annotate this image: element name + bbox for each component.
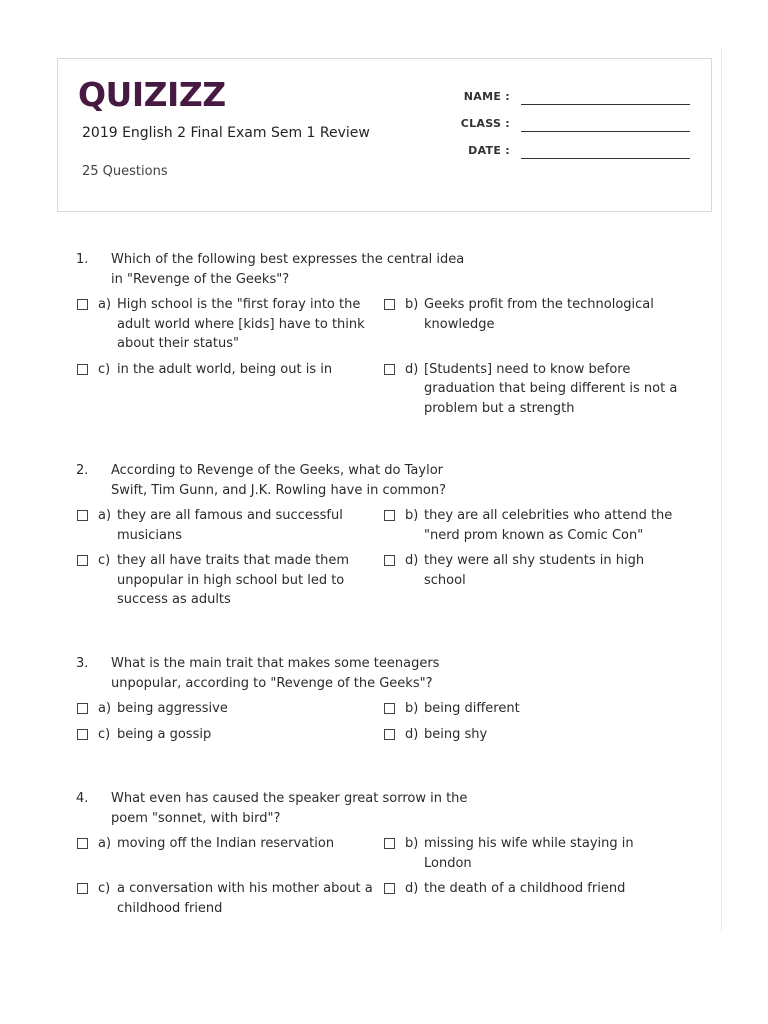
checkbox-icon[interactable]: [384, 510, 395, 521]
option-b[interactable]: [383, 295, 683, 354]
option-a[interactable]: [76, 295, 383, 354]
option-text: moving off the Indian reservation: [117, 836, 335, 851]
checkbox-icon[interactable]: [77, 703, 88, 714]
option-letter: d): [405, 881, 419, 896]
option-letter: c): [98, 553, 111, 568]
option-text: being a gossip: [117, 726, 212, 742]
date-line[interactable]: [521, 158, 690, 159]
option-text: being different: [424, 701, 520, 716]
option-text: Geeks profit from the technological knowledge: [424, 297, 654, 332]
option-letter: c): [98, 881, 111, 896]
name-line[interactable]: [521, 104, 690, 105]
option-text: [Students] need to know before graduation that being different is not a problem but a strength: [424, 361, 678, 416]
name-field[interactable]: [448, 88, 690, 108]
option-letter: a): [98, 836, 112, 851]
option-b[interactable]: [383, 506, 683, 545]
option-text: being shy: [424, 726, 488, 742]
option-text: they were all shy students in high school: [424, 553, 645, 588]
option-d[interactable]: [383, 879, 683, 918]
checkbox-icon[interactable]: [77, 299, 88, 310]
question-3: [76, 654, 696, 744]
class-field[interactable]: [448, 115, 690, 135]
name-label: NAME :: [463, 90, 510, 103]
checkbox-icon[interactable]: [77, 729, 88, 740]
option-text: missing his wife while staying in London: [424, 836, 634, 871]
option-text: they are all celebrities who attend the "nerd prom known as Comic Con": [424, 508, 673, 543]
option-letter: a): [98, 701, 112, 716]
option-letter: a): [98, 508, 112, 523]
option-text: High school is the "first foray into the adult world where [kids] have to think about their status": [117, 297, 365, 351]
option-b[interactable]: [383, 699, 683, 719]
question-4: [76, 789, 696, 918]
class-line[interactable]: [521, 131, 690, 132]
option-text: the death of a childhood friend: [424, 881, 626, 896]
question-1: [76, 250, 696, 418]
option-d[interactable]: [383, 360, 683, 419]
option-letter: c): [98, 361, 111, 377]
question-count: 25 Questions: [82, 164, 168, 179]
option-c[interactable]: [76, 551, 383, 610]
checkbox-icon[interactable]: [384, 364, 395, 375]
question-text: Which of the following best expresses the central idea in "Revenge of the Geeks"?: [111, 252, 465, 287]
option-b[interactable]: [383, 834, 683, 873]
option-c[interactable]: [76, 725, 383, 745]
exam-title: 2019 English 2 Final Exam Sem 1 Review: [82, 125, 370, 141]
question-text: What is the main trait that makes some teenagers unpopular, according to "Revenge of the Geeks"?: [111, 656, 440, 691]
checkbox-icon[interactable]: [384, 883, 395, 894]
question-number: 4.: [76, 791, 89, 806]
question-text: According to Revenge of the Geeks, what do Taylor Swift, Tim Gunn, and J.K. Rowling have in common?: [111, 463, 446, 498]
option-text: being aggressive: [117, 701, 228, 716]
checkbox-icon[interactable]: [384, 838, 395, 849]
question-number: 1.: [76, 252, 89, 267]
checkbox-icon[interactable]: [77, 838, 88, 849]
checkbox-icon[interactable]: [384, 703, 395, 714]
quizizz-logo: QUIZIZZ: [78, 75, 226, 114]
option-d[interactable]: [383, 725, 683, 745]
option-text: in the adult world, being out is in: [117, 361, 333, 377]
option-letter: b): [405, 297, 419, 312]
option-a[interactable]: [76, 699, 383, 719]
checkbox-icon[interactable]: [384, 555, 395, 566]
class-label: CLASS :: [460, 117, 510, 130]
option-letter: b): [405, 836, 419, 851]
option-a[interactable]: [76, 506, 383, 545]
checkbox-icon[interactable]: [384, 299, 395, 310]
option-c[interactable]: [76, 879, 383, 918]
option-text: a conversation with his mother about a childhood friend: [117, 881, 373, 916]
question-2: [76, 461, 696, 610]
question-number: 3.: [76, 656, 89, 671]
option-letter: a): [98, 297, 112, 312]
page-edge-divider: [721, 48, 722, 932]
option-letter: d): [405, 726, 419, 742]
option-letter: c): [98, 726, 111, 742]
option-text: they are all famous and successful musicians: [117, 508, 343, 543]
date-label: DATE :: [468, 144, 510, 157]
checkbox-icon[interactable]: [77, 364, 88, 375]
question-text: What even has caused the speaker great sorrow in the poem "sonnet, with bird"?: [111, 791, 468, 826]
checkbox-icon[interactable]: [77, 510, 88, 521]
date-field[interactable]: [448, 142, 690, 162]
option-d[interactable]: [383, 551, 683, 610]
option-letter: b): [405, 701, 419, 716]
checkbox-icon[interactable]: [77, 555, 88, 566]
question-number: 2.: [76, 463, 89, 478]
worksheet-header: [57, 58, 712, 212]
checkbox-icon[interactable]: [384, 729, 395, 740]
option-c[interactable]: [76, 360, 383, 419]
option-letter: d): [405, 361, 419, 377]
option-text: they all have traits that made them unpopular in high school but led to success as adults: [117, 553, 350, 607]
option-letter: d): [405, 553, 419, 568]
checkbox-icon[interactable]: [77, 883, 88, 894]
option-a[interactable]: [76, 834, 383, 873]
option-letter: b): [405, 508, 419, 523]
